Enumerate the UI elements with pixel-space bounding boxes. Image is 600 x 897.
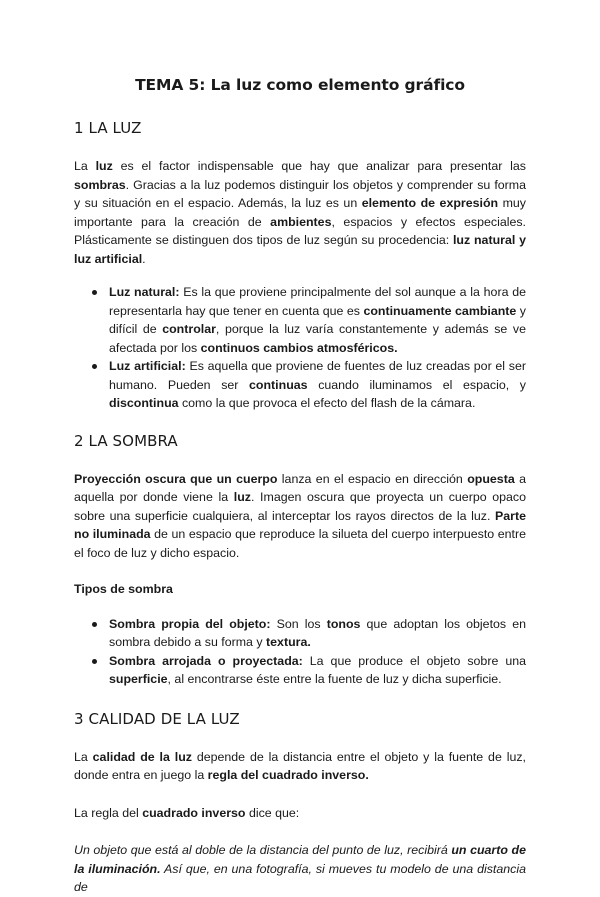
bold-emphasis: Luz natural: (109, 285, 180, 299)
bold-emphasis: discontinua (109, 396, 179, 410)
document-title: TEMA 5: La luz como elemento gráfico (135, 76, 465, 94)
list-item-luz-artificial: Luz artificial: Es aquella que proviene de fuentes de luz creadas por el ser humano. Pueden ser continuas cuando iluminamos el espacio, y discontinua como la que provoca el efecto del flash de la cámara. (109, 357, 526, 413)
bold-emphasis: luz natural y luz artificial (74, 233, 526, 266)
section-heading-sombra: 2 LA SOMBRA (74, 431, 178, 450)
bold-emphasis: luz (233, 490, 251, 504)
bold-emphasis: Proyección oscura que un cuerpo (74, 471, 278, 486)
bold-emphasis: elemento de expresión (361, 196, 499, 210)
list-tipos-luz (74, 283, 526, 413)
list-item-sombra-propia: Sombra propia del objeto: Son los tonos que adoptan los objetos en sombra debido a su forma y textura. (109, 615, 526, 652)
bold-emphasis: Parte no iluminada (74, 508, 526, 541)
list-item-luz-natural: Luz natural: Es la que proviene principalmente del sol aunque a la hora de representarla hay que tener en cuenta que es continuamente cambiante y difícil de controlar, porque la luz varía constantemente y además se ve afectada por los continuos cambios atmosféricos. (109, 283, 526, 357)
bold-emphasis: un cuarto de la iluminación. (74, 843, 526, 876)
section-heading-luz: 1 LA LUZ (74, 119, 142, 137)
bold-emphasis: regla del cuadrado inverso. (207, 768, 369, 782)
bold-emphasis: ambientes (270, 214, 332, 229)
list-item-sombra-arrojada: Sombra arrojada o proyectada: La que produce el objeto sobre una superficie, al encontrarse éste entre la fuente de luz y dicha superficie. (109, 652, 526, 689)
bold-emphasis: sombras (74, 177, 126, 192)
bold-emphasis: controlar (162, 322, 216, 336)
bold-emphasis: luz (95, 159, 113, 173)
bold-emphasis: Sombra propia del objeto: (109, 616, 271, 631)
bold-emphasis: Luz artificial: (109, 359, 186, 373)
bold-emphasis: superficie (109, 672, 168, 686)
bold-emphasis: calidad de la luz (92, 749, 192, 764)
bold-emphasis: textura. (266, 635, 311, 649)
list-tipos-sombra (74, 615, 526, 689)
bold-emphasis: continuamente cambiante (363, 303, 517, 318)
bold-emphasis: continuas (249, 377, 308, 392)
paragraph-sombra: Proyección oscura que un cuerpo lanza en el espacio en dirección opuesta a aquella por donde viene la luz. Imagen oscura que proyecta un cuerpo opaco sobre una superficie cualquiera, al interceptar los rayos directos de la luz. Parte no iluminada de un espacio que reproduce la silueta del cuerpo interpuesto entre el foco de luz y dicho espacio. (74, 471, 526, 560)
section-heading-calidad: 3 CALIDAD DE LA LUZ (74, 709, 240, 728)
paragraph-regla-cita: Un objeto que está al doble de la distancia del punto de luz, recibirá un cuarto de la iluminación. Así que, en una fotografía, si mueves tu modelo de una distancia de (74, 843, 526, 894)
bold-emphasis: tonos (326, 616, 361, 631)
bold-emphasis: opuesta (467, 471, 515, 486)
bold-emphasis: continuos cambios atmosféricos. (200, 340, 398, 355)
bold-emphasis: cuadrado inverso (142, 805, 246, 820)
paragraph-regla: La regla del cuadrado inverso dice que: (74, 805, 300, 820)
subheading-tipos-sombra: Tipos de sombra (74, 582, 173, 596)
paragraph-luz: La luz es el factor indispensable que hay que analizar para presentar las sombras. Gracias a la luz podemos distinguir los objetos y comprender su forma y su situación en el espacio. Además, la luz es un elemento de expresión muy importante para la creación de ambientes, espacios y efectos especiales. Plásticamente se distinguen dos tipos de luz según su procedencia: luz natural y luz artificial. (74, 159, 526, 266)
paragraph-calidad: La calidad de la luz depende de la distancia entre el objeto y la fuente de luz, donde entra en juego la regla del cuadrado inverso. (74, 749, 526, 782)
bold-emphasis: Sombra arrojada o proyectada: (109, 653, 303, 668)
